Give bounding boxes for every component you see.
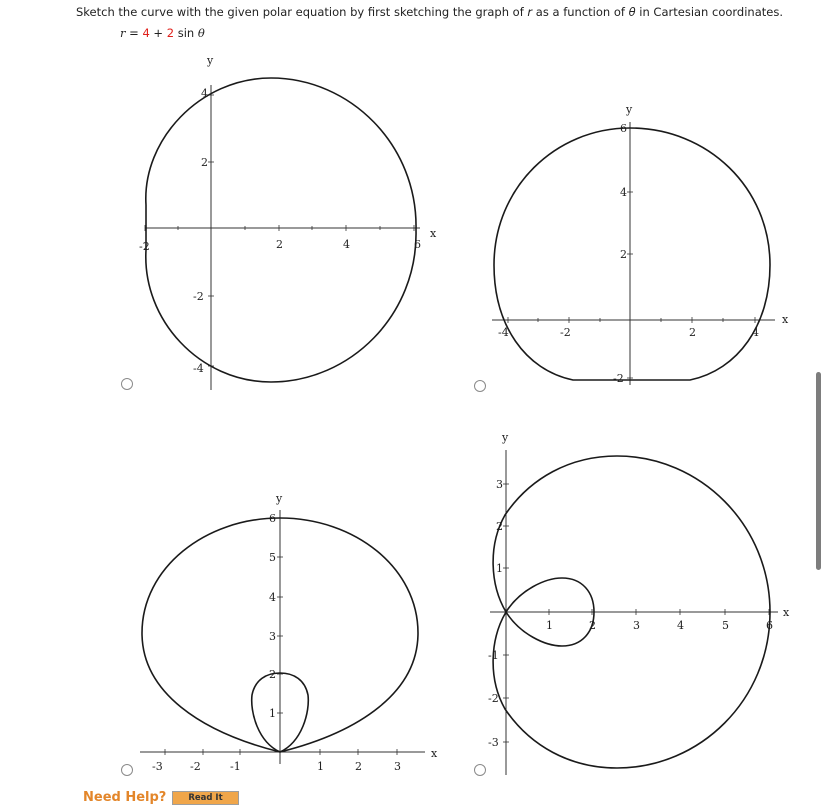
y-tick-label: 2 — [620, 248, 627, 261]
y-tick-label: 6 — [269, 512, 276, 525]
x-tick-label: 1 — [317, 760, 324, 773]
x-tick-label: 1 — [546, 619, 553, 632]
x-tick-label: 5 — [722, 619, 729, 632]
x-tick-label: -4 — [498, 326, 509, 339]
y-tick-label: 2 — [201, 156, 208, 169]
x-axis-label: x — [782, 313, 789, 326]
x-axis-label: x — [783, 606, 790, 619]
x-tick-label: 2 — [276, 238, 283, 251]
need-help-label: Need Help? — [83, 790, 167, 805]
y-axis-label: y — [207, 54, 214, 67]
option-d-radio[interactable] — [474, 764, 486, 776]
y-tick-label: 5 — [269, 551, 276, 564]
x-tick-label: -3 — [152, 760, 163, 773]
x-tick-label: 2 — [589, 619, 596, 632]
y-tick-label: 6 — [620, 122, 627, 135]
y-tick-label: 3 — [269, 630, 276, 643]
y-tick-label: 3 — [496, 478, 503, 491]
x-tick-label: -2 — [190, 760, 201, 773]
scrollbar[interactable] — [816, 372, 821, 570]
y-tick-label: 4 — [201, 87, 208, 100]
y-tick-label: -1 — [488, 649, 499, 662]
x-tick-label: -2 — [560, 326, 571, 339]
y-axis-label: y — [276, 492, 283, 505]
y-axis-label: y — [626, 103, 633, 116]
y-axis-label: y — [502, 431, 509, 444]
y-tick-label: 1 — [269, 707, 276, 720]
y-tick-label: -2 — [613, 372, 624, 385]
x-axis-label: x — [430, 227, 437, 240]
x-tick-label: 2 — [689, 326, 696, 339]
x-tick-label: -2 — [139, 240, 150, 253]
y-tick-label: -2 — [193, 290, 204, 303]
y-tick-label: 2 — [496, 520, 503, 533]
x-tick-label: 6 — [414, 238, 421, 251]
y-tick-label: 1 — [496, 562, 503, 575]
y-tick-label: 4 — [620, 186, 627, 199]
x-tick-label: 4 — [343, 238, 350, 251]
polar-equation: r = 4 + 2 sin θ — [120, 26, 205, 40]
x-tick-label: 4 — [752, 326, 759, 339]
x-tick-label: 2 — [355, 760, 362, 773]
x-tick-label: 3 — [633, 619, 640, 632]
y-tick-label: -3 — [488, 736, 499, 749]
read-it-button[interactable]: Read It — [172, 791, 239, 805]
y-tick-label: -2 — [488, 692, 499, 705]
x-tick-label: -1 — [230, 760, 241, 773]
y-tick-label: 2 — [269, 668, 276, 681]
x-axis-label: x — [431, 747, 438, 760]
x-tick-label: 4 — [677, 619, 684, 632]
y-tick-label: 4 — [269, 591, 276, 604]
x-tick-label: 3 — [394, 760, 401, 773]
axes — [490, 450, 778, 775]
x-tick-label: 6 — [766, 619, 773, 632]
question-text: Sketch the curve with the given polar equation by first sketching the graph of r as a function of θ in Cartesian coordinates. — [76, 5, 783, 19]
y-tick-label: -4 — [193, 362, 204, 375]
